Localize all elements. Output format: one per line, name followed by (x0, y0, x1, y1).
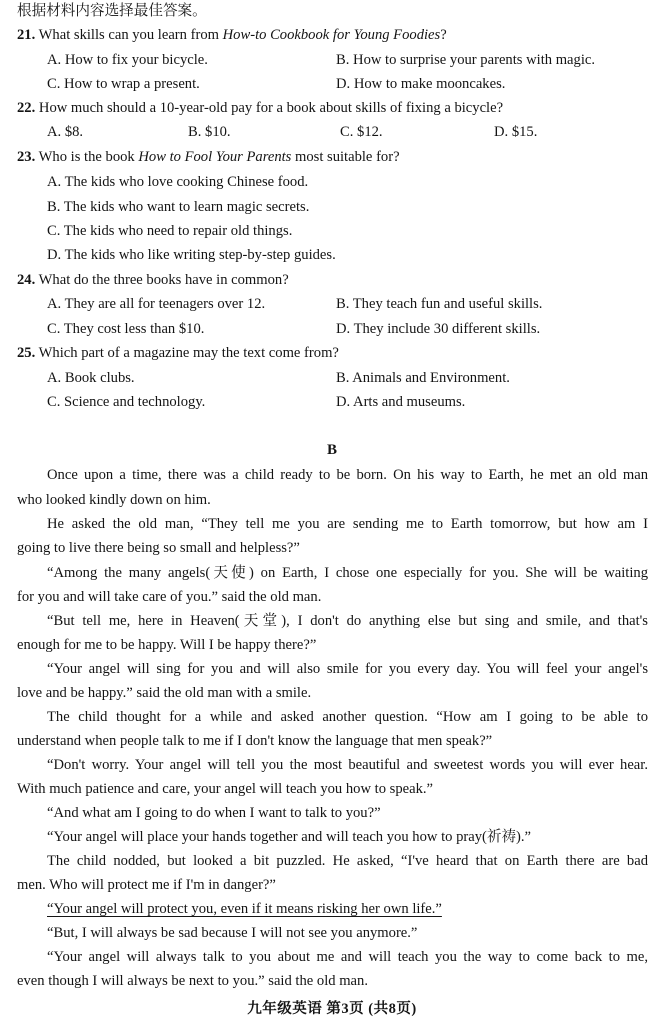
option-22-b[interactable]: B. $10. (188, 124, 231, 140)
passage-line: “Your angel will place your hands together and will teach you how to pray(祈祷).” (47, 829, 532, 845)
question-22 (17, 99, 503, 117)
question-text: Who is the book (38, 149, 139, 165)
question-number: 23. (17, 149, 36, 165)
question-21 (17, 26, 447, 44)
option-24-c[interactable]: C. They cost less than $10. (47, 321, 205, 337)
question-24 (17, 271, 289, 289)
passage-line: men. Who will protect me if I'm in danger?” (17, 877, 276, 893)
question-25 (17, 344, 339, 362)
passage-line: “And what am I going to do when I want to talk to you?” (47, 805, 381, 821)
passage-line: love and be happy.” said the old man with a smile. (17, 685, 312, 701)
passage-line: “But, I will always be sad because I will not see you anymore.” (47, 925, 418, 941)
passage-line: “Among the many angels(天使) on Earth, I chose one especially for you. She will be waiting (47, 565, 648, 581)
option-25-c[interactable]: C. Science and technology. (47, 394, 206, 410)
passage-line: Once upon a time, there was a child ready to be born. On his way to Earth, he met an old man (47, 467, 648, 483)
option-23-d[interactable]: D. The kids who like writing step-by-step guides. (47, 247, 336, 263)
option-21-a[interactable]: A. How to fix your bicycle. (47, 52, 208, 68)
instruction: 根据材料内容选择最佳答案。 (17, 3, 207, 19)
passage-line: “Your angel will sing for you and will also smile for you every day. You will feel your angel's (47, 661, 648, 677)
question-number: 24. (17, 272, 36, 288)
option-25-a[interactable]: A. Book clubs. (47, 370, 135, 386)
question-number: 21. (17, 27, 36, 43)
option-24-b[interactable]: B. They teach fun and useful skills. (336, 296, 543, 312)
question-text-end: ? (440, 27, 447, 43)
question-number: 25. (17, 345, 36, 361)
passage-line: understand when people talk to me if I don't know the language that men speak?” (17, 733, 493, 749)
option-23-b[interactable]: B. The kids who want to learn magic secrets. (47, 199, 310, 215)
option-21-c[interactable]: C. How to wrap a present. (47, 76, 200, 92)
option-22-a[interactable]: A. $8. (47, 124, 84, 140)
book-title: How-to Cookbook for Young Foodies (222, 27, 441, 43)
option-24-d[interactable]: D. They include 30 different skills. (336, 321, 541, 337)
passage-line: even though I will always be next to you.” said the old man. (17, 973, 368, 989)
passage-line: going to live there being so small and helpless?” (17, 540, 300, 556)
passage-line: “But tell me, here in Heaven(天堂), I don't do anything else but sing and smile, and that's (47, 613, 648, 629)
underlined-sentence: “Your angel will protect you, even if it means risking her own life.” (47, 901, 442, 917)
option-22-d[interactable]: D. $15. (494, 124, 538, 140)
passage-line: enough for me to be happy. Will I be happy there?” (17, 637, 317, 653)
question-text: What skills can you learn from (38, 27, 223, 43)
passage-line: He asked the old man, “They tell me you are sending me to Earth tomorrow, but how am I (47, 516, 648, 532)
question-text: How much should a 10-year-old pay for a book about skills of fixing a bicycle? (38, 100, 504, 116)
option-21-d[interactable]: D. How to make mooncakes. (336, 76, 506, 92)
option-25-d[interactable]: D. Arts and museums. (336, 394, 466, 410)
book-title: How to Fool Your Parents (138, 149, 292, 165)
question-text: Which part of a magazine may the text come from? (38, 345, 339, 361)
passage-line: “Your angel will always talk to you about me and will teach you the way to come back to me, (47, 949, 648, 965)
option-24-a[interactable]: A. They are all for teenagers over 12. (47, 296, 266, 312)
passage-line: “Don't worry. Your angel will tell you the most beautiful and sweetest words you will ever hear. (47, 757, 648, 773)
page-footer: 九年级英语 第3页 (共8页) (247, 1001, 417, 1017)
question-text-end: most suitable for? (291, 149, 400, 165)
passage-line: who looked kindly down on him. (17, 492, 211, 508)
option-21-b[interactable]: B. How to surprise your parents with magic. (336, 52, 595, 68)
passage-line: With much patience and care, your angel will teach you how to speak.” (17, 781, 433, 797)
passage-line: The child thought for a while and asked another question. “How am I going to be able to (47, 709, 648, 725)
option-22-c[interactable]: C. $12. (340, 124, 383, 140)
section-heading: B (326, 442, 337, 458)
option-23-c[interactable]: C. The kids who need to repair old things. (47, 223, 293, 239)
option-25-b[interactable]: B. Animals and Environment. (336, 370, 510, 386)
option-23-a[interactable]: A. The kids who love cooking Chinese food. (47, 174, 309, 190)
question-23 (17, 148, 400, 166)
question-text: What do the three books have in common? (38, 272, 289, 288)
question-number: 22. (17, 100, 36, 116)
passage-line: for you and will take care of you.” said the old man. (17, 589, 322, 605)
passage-line: The child nodded, but looked a bit puzzled. He asked, “I've heard that on Earth there are bad (47, 853, 648, 869)
